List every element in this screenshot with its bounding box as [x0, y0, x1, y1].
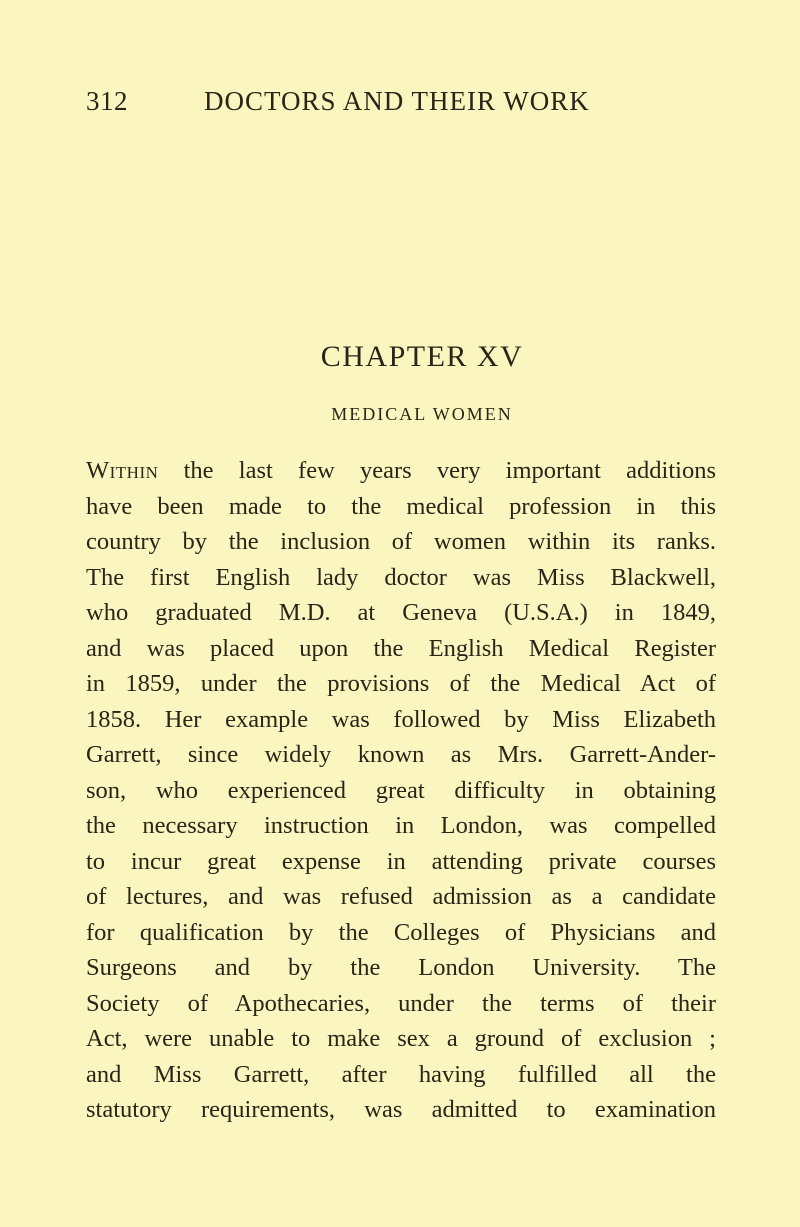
body-line: for qualification by the Colleges of Physicians and — [86, 918, 716, 946]
chapter-heading: CHAPTER XV — [320, 340, 524, 373]
body-line: the necessary instruction in London, was compelled — [86, 812, 716, 839]
body-line: and was placed upon the English Medical Register — [86, 634, 716, 662]
page-number: 312 — [86, 86, 128, 116]
body-text — [86, 453, 716, 1128]
body-line: Act, were unable to make sex a ground of exclusion ; — [86, 1025, 716, 1052]
first-line-rest: the last few years very important additions — [158, 457, 716, 484]
body-line: in 1859, under the provisions of the Medical Act of — [86, 670, 716, 697]
running-title: DOCTORS AND THEIR WORK — [204, 86, 590, 116]
body-line: son, who experienced great difficulty in obtaining — [86, 776, 716, 804]
running-head — [86, 86, 716, 122]
body-line: Surgeons and by the London University. The — [86, 954, 716, 981]
body-line-1 — [86, 453, 716, 489]
body-line: country by the inclusion of women within its ranks. — [86, 528, 716, 555]
body-line: The first English lady doctor was Miss Blackwell, — [86, 563, 716, 591]
body-line: Garrett, since widely known as Mrs. Garrett-Ander- — [86, 741, 716, 768]
body-line: statutory requirements, was admitted to examination — [86, 1096, 716, 1123]
lead-word: Within — [86, 457, 159, 484]
body-line: of lectures, and was refused admission as a candidate — [86, 883, 716, 910]
body-line: have been made to the medical profession in this — [86, 492, 716, 520]
body-line: to incur great expense in attending private courses — [86, 847, 716, 875]
body-line: Society of Apothecaries, under the terms of their — [86, 989, 716, 1017]
body-line: who graduated M.D. at Geneva (U.S.A.) in 1849, — [86, 599, 716, 626]
chapter-subtitle: MEDICAL WOMEN — [331, 404, 513, 424]
body-line: and Miss Garrett, after having fulfilled all the — [86, 1060, 716, 1088]
body-line: 1858. Her example was followed by Miss Elizabeth — [86, 705, 716, 733]
